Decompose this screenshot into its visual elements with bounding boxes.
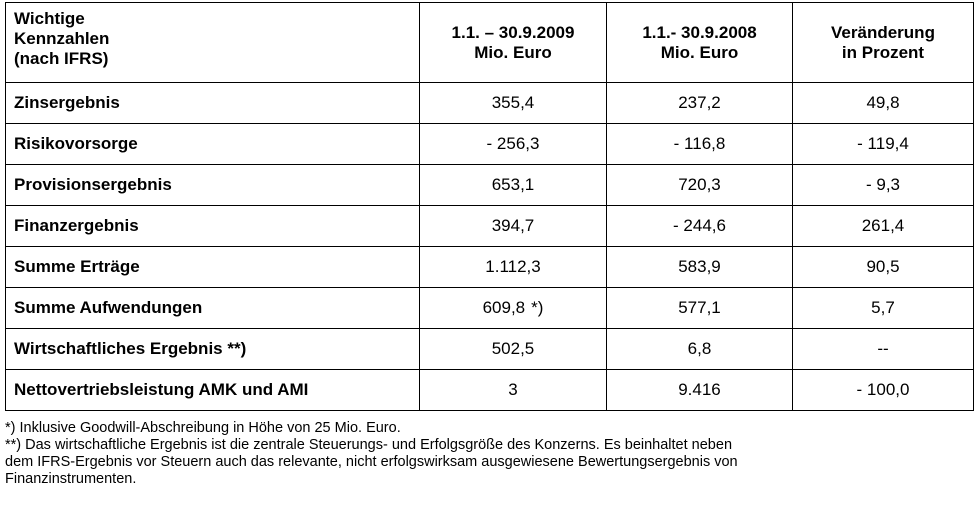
value-2008: 237,2 — [607, 83, 793, 124]
value-change: - 100,0 — [793, 370, 974, 411]
footnote-goodwill: *) Inklusive Goodwill-Abschreibung in Höhe von 25 Mio. Euro. — [5, 420, 401, 436]
table-row — [6, 165, 974, 206]
value-2009: 1.112,3 — [420, 247, 607, 288]
value-2009: 394,7 — [420, 206, 607, 247]
value-2008: 720,3 — [607, 165, 793, 206]
value-2008: 6,8 — [607, 329, 793, 370]
row-label: Nettovertriebsleistung AMK und AMI — [6, 370, 420, 411]
row-label: Zinsergebnis — [6, 83, 420, 124]
value-2009: 502,5 — [420, 329, 607, 370]
table-row — [6, 288, 974, 329]
row-label: Risikovorsorge — [6, 124, 420, 165]
row-label: Summe Erträge — [6, 247, 420, 288]
header-label-cell — [6, 3, 420, 83]
value-2009: 3 — [420, 370, 607, 411]
table-row — [6, 247, 974, 288]
value-2008: 583,9 — [607, 247, 793, 288]
value-2009: 355,4 — [420, 83, 607, 124]
header-label-line-2: Kennzahlen — [14, 29, 110, 48]
header-change-cell — [793, 3, 974, 83]
table-row — [6, 370, 974, 411]
row-label: Summe Aufwendungen — [6, 288, 420, 329]
header-2009-unit: Mio. Euro — [474, 42, 552, 62]
value-change: 5,7 — [793, 288, 974, 329]
header-2009-cell — [420, 3, 607, 83]
row-label: Provisionsergebnis — [6, 165, 420, 206]
value-2008: - 244,6 — [607, 206, 793, 247]
value-2009: - 256,3 — [420, 124, 607, 165]
value-change: -- — [793, 329, 974, 370]
value-2008: 9.416 — [607, 370, 793, 411]
value-change: 49,8 — [793, 83, 974, 124]
table-row — [6, 329, 974, 370]
header-2008-period: 1.1.- 30.9.2008 — [642, 22, 757, 42]
table-header-row — [6, 3, 974, 83]
header-label-line-1: Wichtige — [14, 9, 85, 28]
header-2008-unit: Mio. Euro — [660, 42, 739, 62]
header-2008-cell — [607, 3, 793, 83]
value-change: 261,4 — [793, 206, 974, 247]
value-2008: 577,1 — [607, 288, 793, 329]
footnotes — [5, 420, 965, 488]
table-row — [6, 124, 974, 165]
header-change-line-2: in Prozent — [841, 42, 925, 62]
value-2009: 609,8 — [482, 298, 526, 317]
key-figures-table — [5, 2, 974, 411]
footnote-economic-result-line-2: dem IFRS-Ergebnis vor Steuern auch das relevante, nicht erfolgswirksam ausgewiesene Bewertungsergebnis von — [5, 454, 738, 470]
value-change: 90,5 — [793, 247, 974, 288]
value-2009-cell — [420, 288, 607, 329]
value-change: - 9,3 — [793, 165, 974, 206]
footnote-economic-result-line-1: **) Das wirtschaftliche Ergebnis ist die zentrale Steuerungs- und Erfolgsgröße des Konzerns. Es beinhaltet neben — [5, 437, 733, 453]
value-2008: - 116,8 — [607, 124, 793, 165]
value-change: - 119,4 — [793, 124, 974, 165]
table-row — [6, 206, 974, 247]
footnote-marker: *) — [531, 298, 544, 317]
header-change-line-1: Veränderung — [831, 22, 935, 42]
footnote-economic-result-line-3: Finanzinstrumenten. — [5, 471, 137, 487]
header-2009-period: 1.1. – 30.9.2009 — [451, 22, 575, 42]
header-label-line-3: (nach IFRS) — [14, 49, 109, 68]
value-2009: 653,1 — [420, 165, 607, 206]
table-row — [6, 83, 974, 124]
row-label: Wirtschaftliches Ergebnis **) — [6, 329, 420, 370]
row-label: Finanzergebnis — [6, 206, 420, 247]
